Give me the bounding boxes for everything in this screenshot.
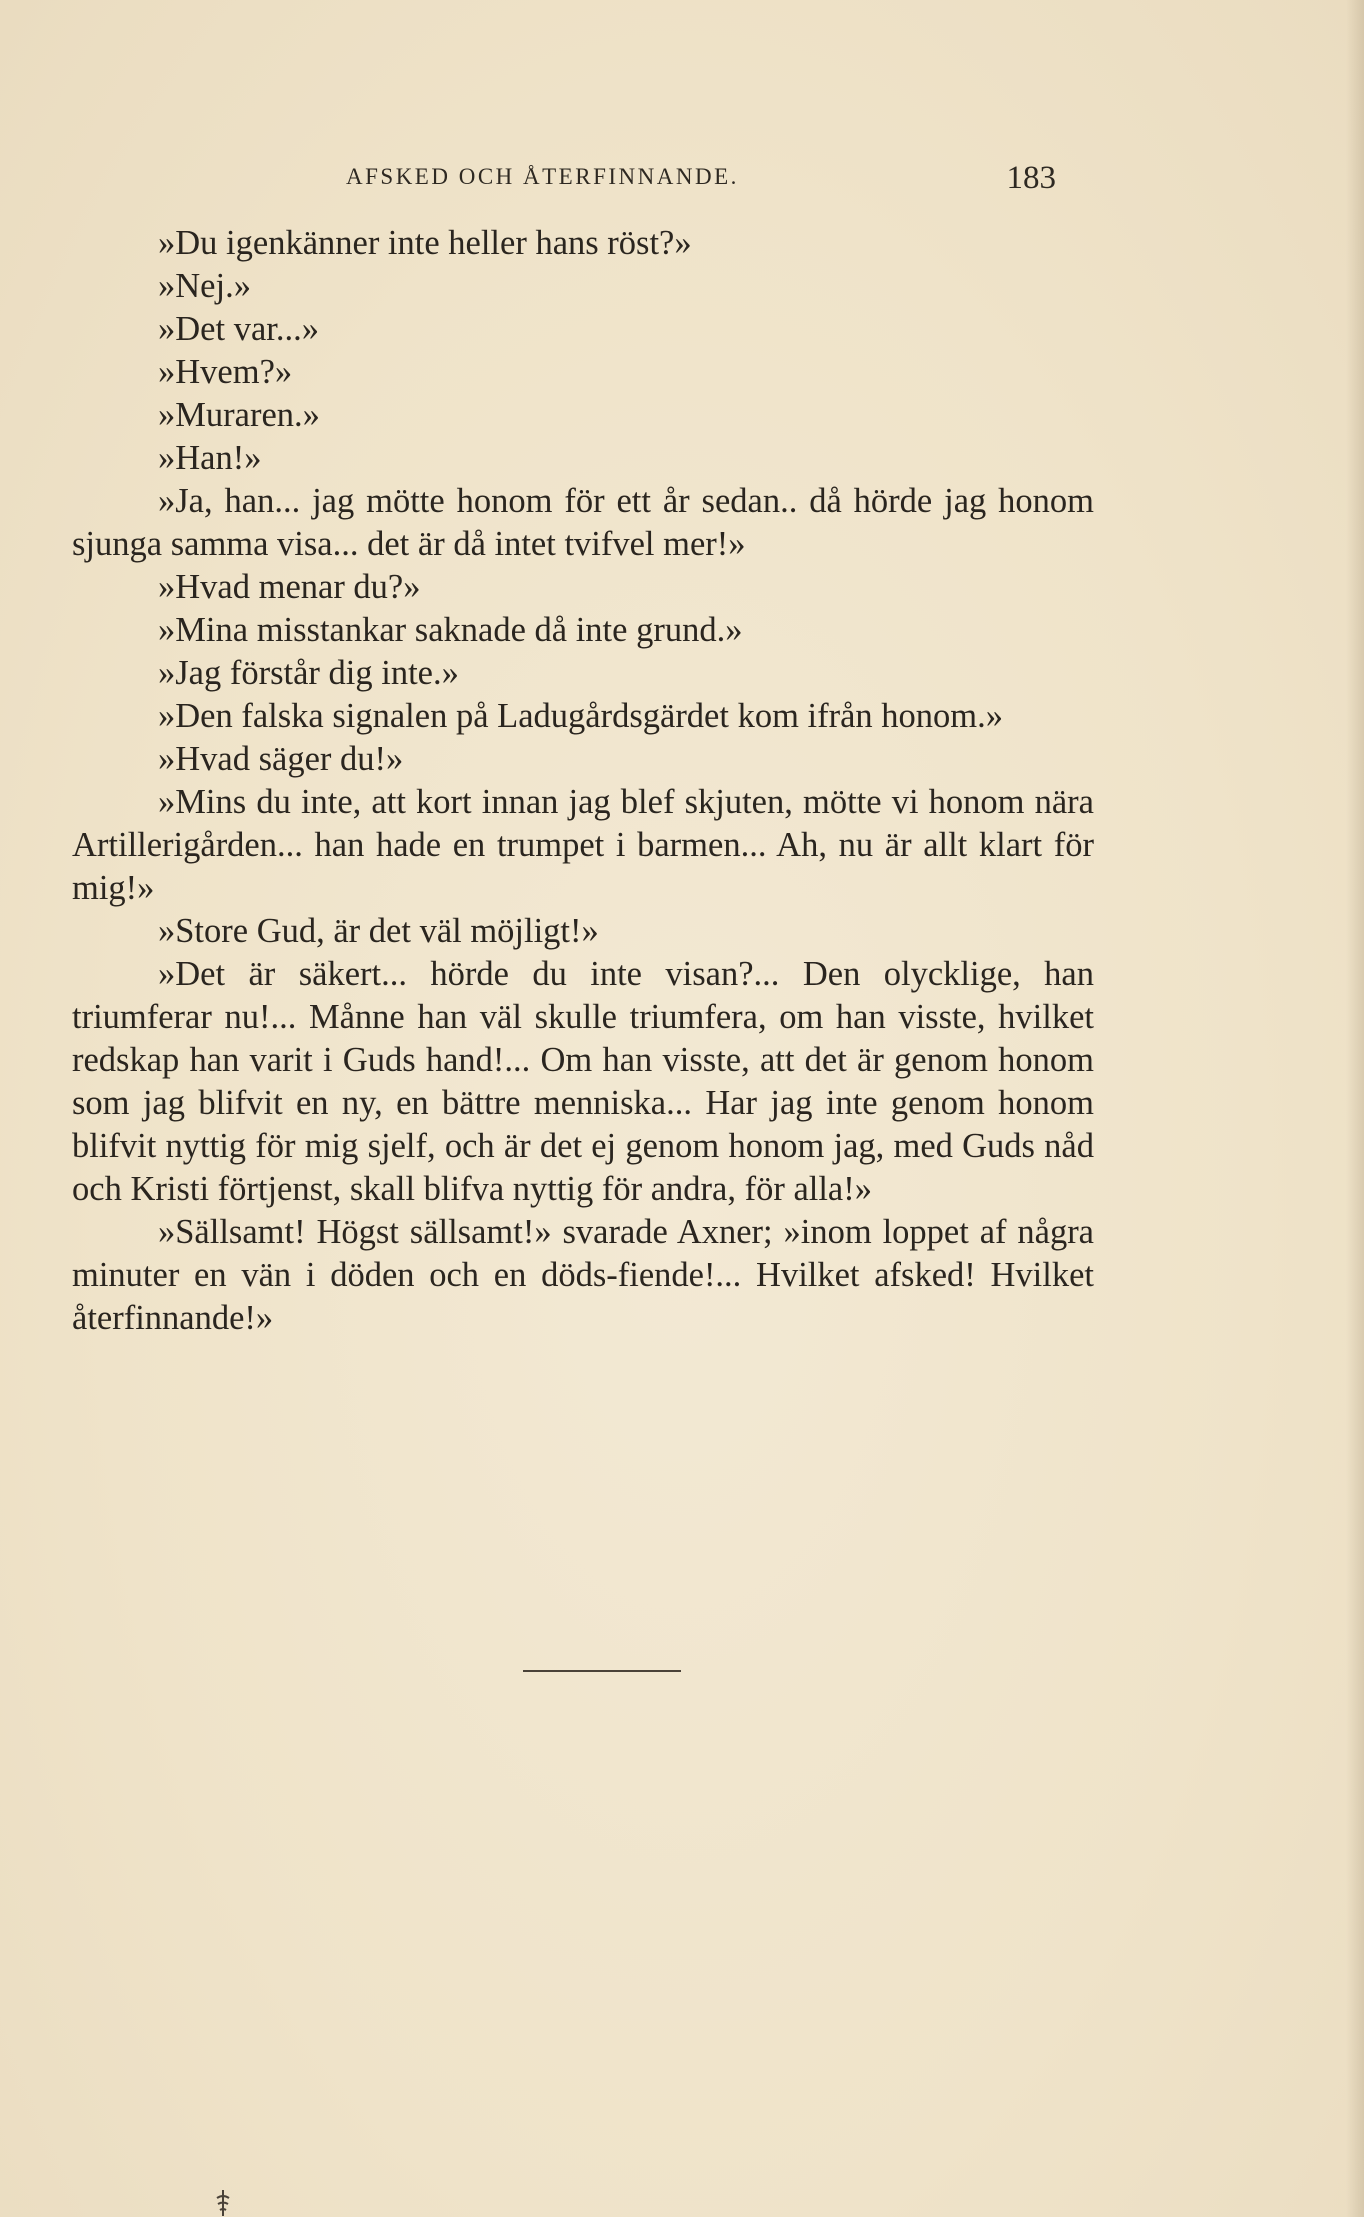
paragraph: »Det är säkert... hörde du inte visan?... Den olycklige, han triumferar nu!... Månne han väl skulle triumfera, om han visste, hvilket redskap han varit i Guds hand!... Om han visste, att det är genom honom som jag blifvit en ny, en bättre menniska... Har jag inte genom honom blifvit nyttig för mig sjelf, och är det ej genom honom jag, med Guds nåd och Kristi förtjenst, skall blifva nyttig för andra, för alla!» (72, 955, 1094, 1208)
paragraph: »Hvad säger du!» (158, 740, 404, 778)
paragraph: »Sällsamt! Högst sällsamt!» svarade Axner; »inom loppet af några minuter en vän i döden och en döds-fiende!... Hvilket afsked! Hvilket återfinnande!» (72, 1213, 1094, 1337)
paragraph: »Muraren.» (158, 396, 320, 434)
paragraph: »Store Gud, är det väl möjligt!» (158, 912, 599, 950)
text-body (72, 222, 1094, 1340)
paragraph: »Du igenkänner inte heller hans röst?» (158, 224, 692, 262)
paragraph: »Hvad menar du?» (158, 568, 421, 606)
page-edge-shadow (1346, 0, 1364, 2217)
section-end-rule (523, 1670, 681, 1672)
page-header (346, 160, 1056, 200)
printer-mark-icon (211, 2188, 235, 2217)
paragraph: »Den falska signalen på Ladugårdsgärdet kom ifrån honom.» (158, 697, 1003, 735)
paragraph: »Ja, han... jag mötte honom för ett år sedan.. då hörde jag honom sjunga samma visa... det är då intet tvifvel mer!» (72, 482, 1094, 563)
paragraph: »Hvem?» (158, 353, 293, 391)
paragraph: »Mina misstankar saknade då inte grund.» (158, 611, 743, 649)
printer-mark-glyph (211, 2188, 235, 2217)
running-head: AFSKED OCH ÅTERFINNANDE. (346, 164, 739, 189)
paragraph: »Nej.» (158, 267, 251, 305)
paragraph: »Mins du inte, att kort innan jag blef skjuten, mötte vi honom nära Artillerigården... han hade en trumpet i barmen... Ah, nu är allt klart för mig!» (72, 783, 1094, 907)
page-number: 183 (1006, 160, 1056, 196)
paragraph: »Det var...» (158, 310, 319, 348)
paragraph: »Jag förstår dig inte.» (158, 654, 459, 692)
paragraph: »Han!» (158, 439, 262, 477)
